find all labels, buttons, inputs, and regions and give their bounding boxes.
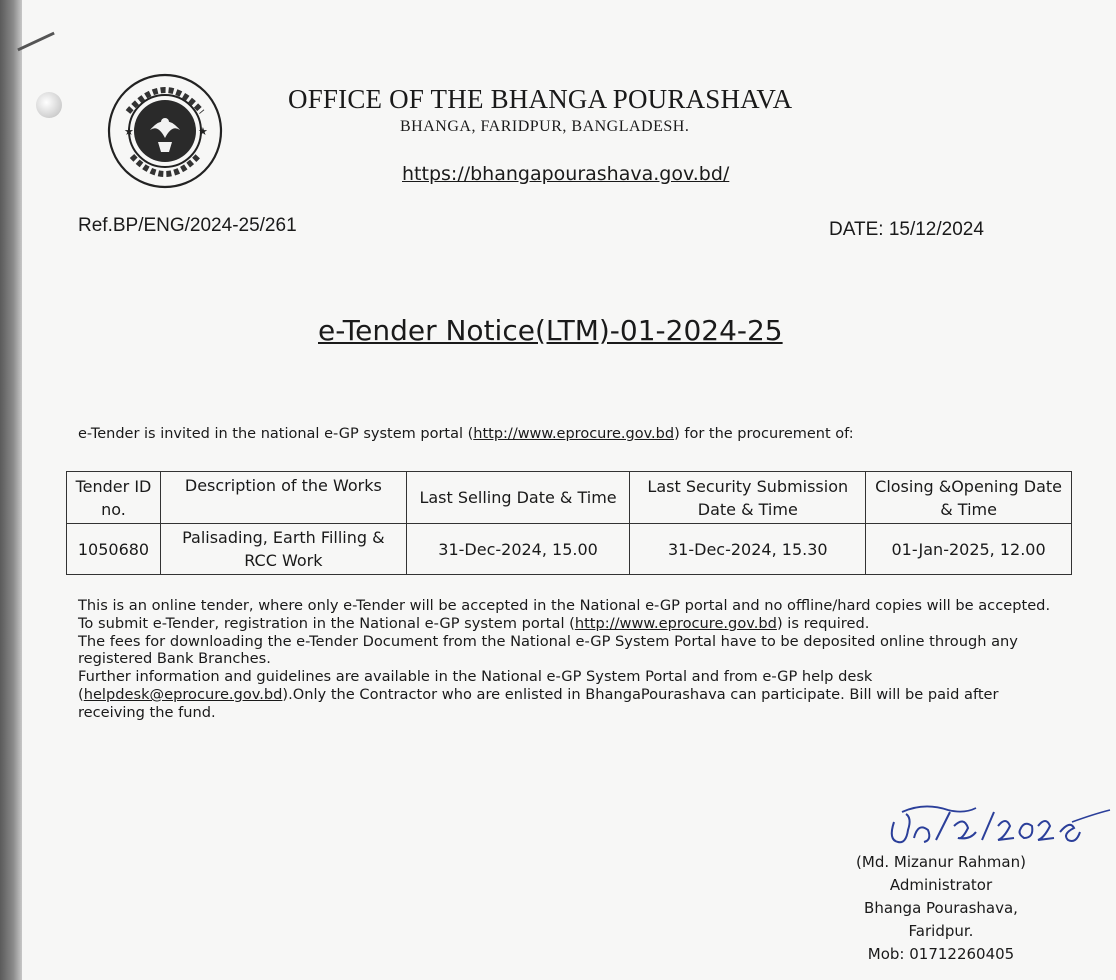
registration-text-end: ) is required.: [776, 614, 870, 632]
helpdesk-email-link[interactable]: helpdesk@eprocure.gov.bd: [83, 685, 283, 703]
office-address: BHANGA, FARIDPUR, BANGLADESH.: [400, 118, 690, 135]
signatory-name: (Md. Mizanur Rahman): [856, 853, 1026, 871]
cell-tender-id: 1050680: [67, 524, 161, 575]
paragraph-guidelines: [78, 668, 1068, 721]
paragraph-online-tender: This is an online tender, where only e-Tender will be accepted in the National e-GP portal and no offline/hard copies will be accepted.: [78, 597, 1051, 614]
cell-last-security: 31-Dec-2024, 15.30: [630, 524, 866, 575]
cell-last-selling: 31-Dec-2024, 15.00: [406, 524, 630, 575]
header-closing-opening: Closing &Opening Date & Time: [866, 472, 1072, 524]
intro-text-start: e-Tender is invited in the national e-GP system portal (: [78, 426, 474, 442]
header-description: Description of the Works: [160, 472, 406, 524]
cell-description: Palisading, Earth Filling & RCC Work: [160, 524, 406, 575]
website-link[interactable]: https://bhangapourashava.gov.bd/: [402, 163, 730, 185]
header-last-selling: Last Selling Date & Time: [406, 472, 630, 524]
notice-body: [78, 597, 1068, 722]
eprocure-link[interactable]: http://www.eprocure.gov.bd: [574, 614, 777, 632]
eprocure-link[interactable]: http://www.eprocure.gov.bd: [473, 426, 675, 442]
punch-hole: [36, 92, 62, 118]
cell-closing-opening: 01-Jan-2025, 12.00: [866, 524, 1072, 575]
signatory-office: Bhanga Pourashava,: [864, 899, 1018, 917]
svg-text:★: ★: [198, 125, 208, 138]
paragraph-fees: The fees for downloading the e-Tender Document from the National e-GP System Portal have to be deposited online through any registered Bank Branches.: [78, 632, 1018, 668]
signatory-mobile: Mob: 01712260405: [867, 945, 1015, 963]
signatory-district: Faridpur.: [908, 922, 974, 940]
guidelines-open-paren: (: [78, 685, 84, 703]
scan-edge: [0, 0, 22, 980]
signatory-block: [826, 851, 1056, 966]
header-last-security: Last Security Submission Date & Time: [630, 472, 866, 524]
office-title: OFFICE OF THE BHANGA POURASHAVA: [288, 84, 793, 114]
paragraph-registration: [78, 615, 1068, 633]
svg-text:★: ★: [124, 125, 134, 138]
reference-number: Ref.BP/ENG/2024-25/261: [78, 215, 297, 236]
handwritten-signature: [884, 800, 1114, 852]
guidelines-rest: ).Only the Contractor who are enlisted in BhangaPourashava can participate. Bill will be paid after receiving the fund.: [78, 685, 999, 721]
intro-text: [78, 426, 854, 442]
signatory-designation: Administrator: [889, 876, 993, 894]
registration-text-start: To submit e-Tender, registration in the National e-GP system portal (: [78, 614, 575, 632]
table-row: [67, 524, 1072, 575]
tender-table: [66, 471, 1072, 575]
intro-text-end: ) for the procurement of:: [674, 426, 854, 442]
notice-title: e-Tender Notice(LTM)-01-2024-25: [318, 314, 783, 347]
pourashava-seal-logo: [106, 72, 224, 190]
guidelines-text: Further information and guidelines are available in the National e-GP System Portal and from e-GP help desk: [78, 668, 873, 686]
table-header-row: [67, 472, 1072, 524]
notice-date: DATE: 15/12/2024: [829, 219, 984, 240]
header-tender-id: Tender ID no.: [67, 472, 161, 524]
